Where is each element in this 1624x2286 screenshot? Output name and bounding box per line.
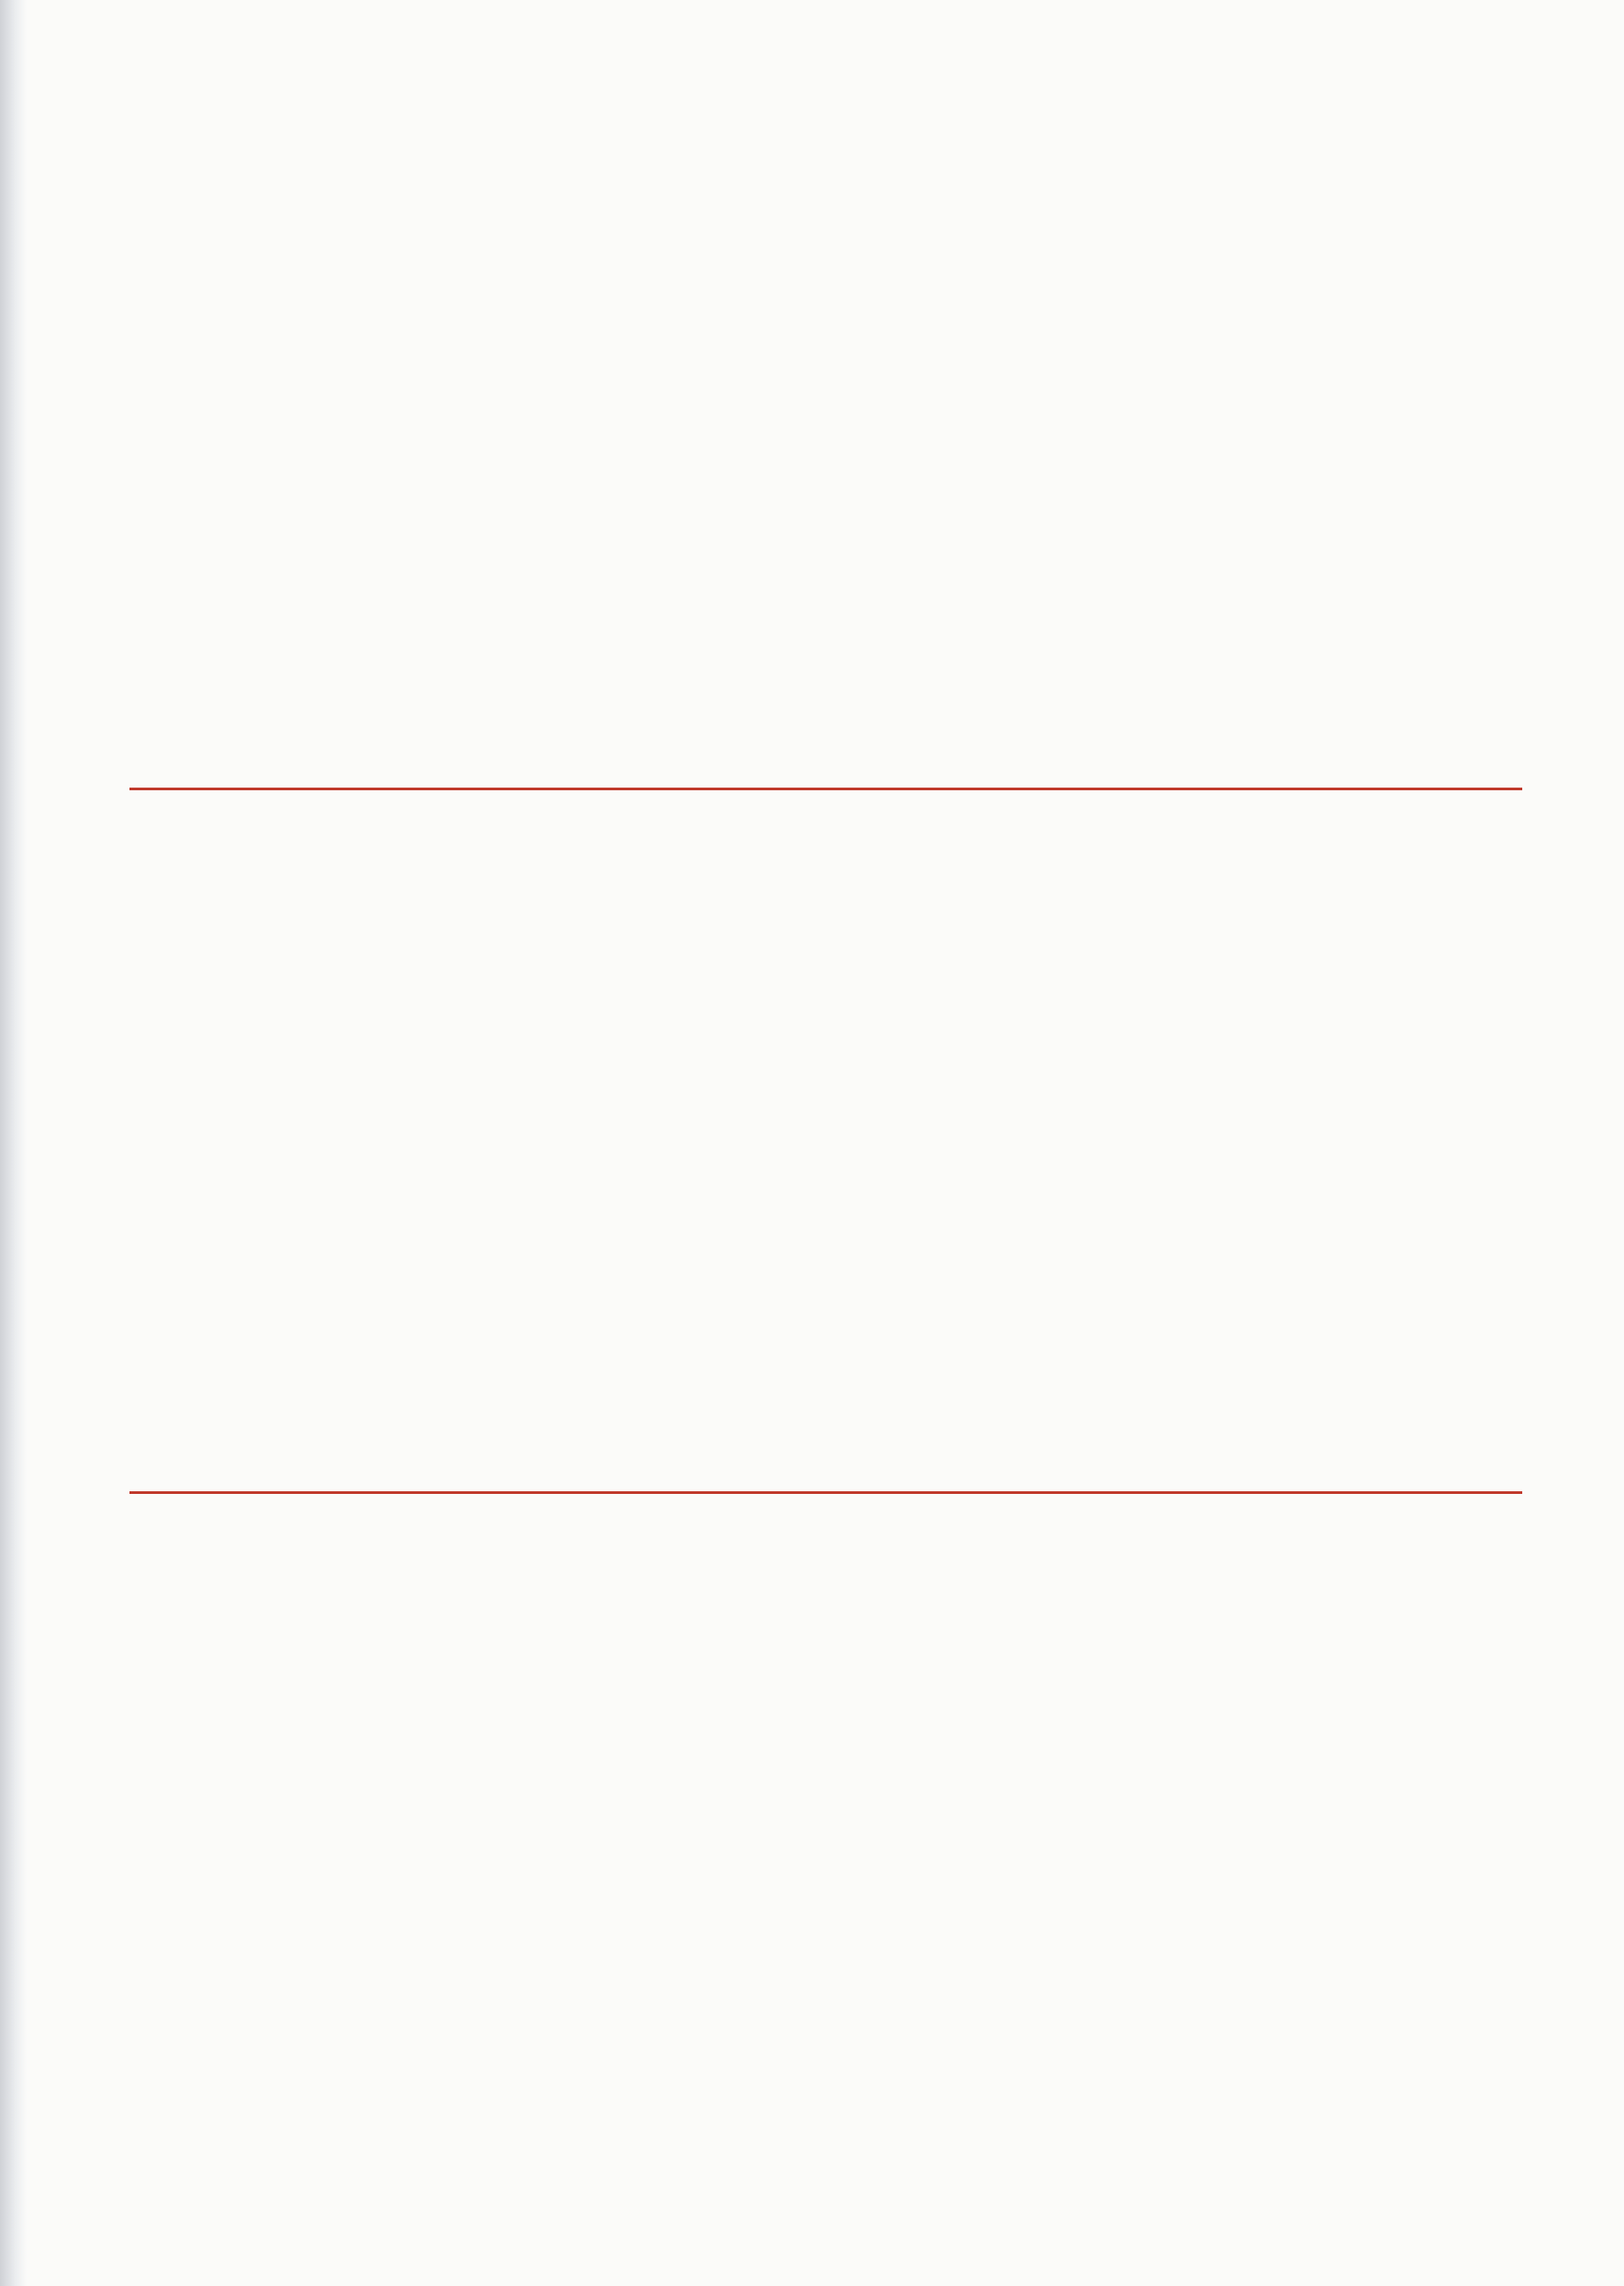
section-divider-top [129, 788, 1522, 790]
section-divider-bottom [129, 1491, 1522, 1494]
page-binding-edge [0, 0, 27, 2286]
